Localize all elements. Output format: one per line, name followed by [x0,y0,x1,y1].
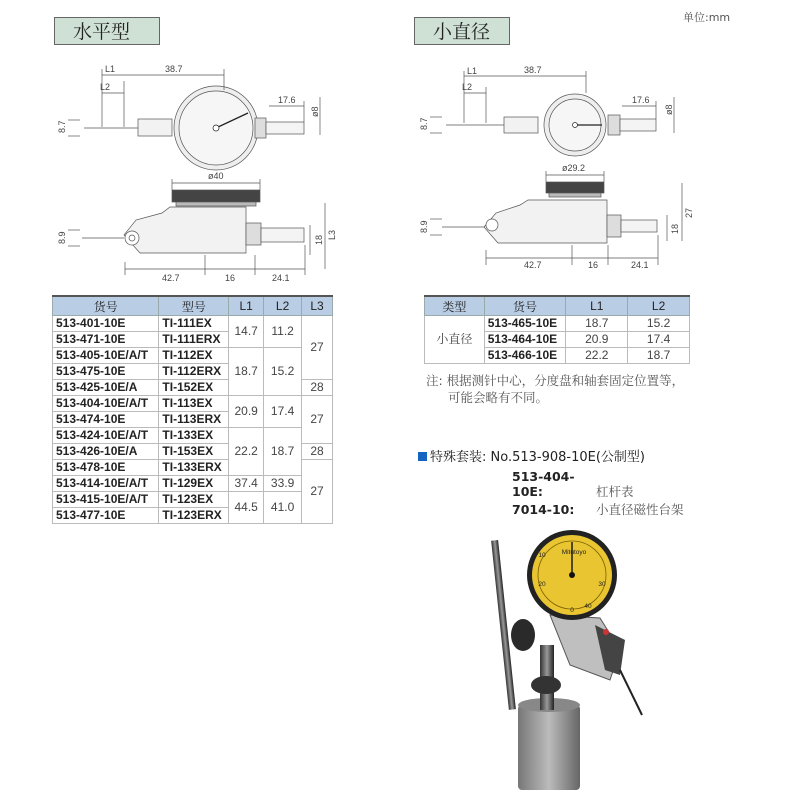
model-cell: TI-133EX [159,428,229,444]
code-cell: 513-401-10E [53,316,159,332]
dim-face-diameter: ø29.2 [562,163,586,173]
model-cell: TI-113ERX [159,412,229,428]
l2-cell: 17.4 [628,332,690,348]
l1-cell: 18.7 [566,316,628,332]
l2-cell: 18.7 [264,428,302,476]
model-cell: TI-111ERX [159,332,229,348]
l2-cell: 11.2 [264,316,302,348]
dim-l2: L2 [100,82,111,92]
dial-number: 10 [538,552,546,559]
model-cell: TI-152EX [159,380,229,396]
product-photo [490,530,660,795]
header-type: 类型 [425,296,485,316]
dim-vertical-27: 27 [684,207,694,218]
dim-stem-diameter: ø8 [310,106,320,117]
note-line-2: 可能会略有不同。 [448,390,549,405]
l1-cell: 44.5 [229,492,264,524]
dim-bottom-2: 16 [588,260,599,270]
code-cell: 513-425-10E/A [53,380,159,396]
table-row [425,316,690,332]
dim-height-side: 8.9 [419,220,429,233]
dim-bottom-3: 24.1 [272,273,290,283]
code-cell: 513-426-10E/A [53,444,159,460]
dim-bottom-2: 16 [225,273,236,283]
header-l2: L2 [628,296,690,316]
l1-cell: 20.9 [229,396,264,428]
dial-number: 0 [570,607,574,614]
l3-cell: 28 [302,380,333,396]
dim-face-diameter: ø40 [208,171,224,181]
section-title-small-diameter: 小直径 [414,17,510,45]
dim-width: 38.7 [524,65,542,75]
l1-cell: 37.4 [229,476,264,492]
dim-vertical-18: 18 [314,234,324,245]
table-row [53,316,333,332]
model-cell: TI-123EX [159,492,229,508]
l1-cell: 22.2 [566,348,628,364]
dim-height: 8.7 [419,117,429,130]
l3-cell: 27 [302,316,333,380]
l2-cell: 15.2 [628,316,690,332]
header-code: 货号 [484,296,566,316]
model-cell: TI-129EX [159,476,229,492]
header-code: 货号 [53,296,159,316]
code-cell: 513-424-10E/A/T [53,428,159,444]
model-cell: TI-112ERX [159,364,229,380]
model-cell: TI-112EX [159,348,229,364]
header-model: 型号 [159,296,229,316]
unit-label: 单位:mm [683,11,731,24]
l2-cell: 18.7 [628,348,690,364]
l2-cell: 15.2 [264,348,302,396]
code-cell: 513-465-10E [484,316,566,332]
code-cell: 513-464-10E [484,332,566,348]
kit-desc: 小直径磁性台架 [596,502,684,517]
dim-l1: L1 [105,64,116,74]
table-row [53,428,333,444]
special-set-text: 特殊套装: No.513-908-10E(公制型) [430,450,646,465]
code-cell: 513-475-10E [53,364,159,380]
kit-list [512,469,684,518]
l2-cell: 33.9 [264,476,302,492]
horizontal-type-drawing [50,55,390,285]
table-row [53,476,333,492]
type-cell: 小直径 [425,316,485,364]
dim-bottom-1: 42.7 [162,273,180,283]
header-l2: L2 [264,296,302,316]
code-cell: 513-471-10E [53,332,159,348]
table-row [53,348,333,364]
dim-stem-length: 17.6 [278,95,296,105]
l1-cell: 20.9 [566,332,628,348]
kit-code: 7014-10: [512,502,575,517]
l3-cell: 27 [302,460,333,524]
dim-width: 38.7 [165,64,183,74]
kit-item [512,500,684,518]
code-cell: 513-404-10E/A/T [53,396,159,412]
l3-cell: 28 [302,444,333,460]
l1-cell: 18.7 [229,348,264,396]
code-cell: 513-478-10E [53,460,159,476]
table-row [53,492,333,508]
model-cell: TI-111EX [159,316,229,332]
kit-item [512,469,684,500]
small-diameter-drawing [412,55,692,270]
note-line-1: 注: 根据测针中心，分度盘和轴套固定位置等， [426,373,685,388]
header-l1: L1 [566,296,628,316]
kit-desc: 杠杆表 [596,484,634,499]
code-cell: 513-466-10E [484,348,566,364]
code-cell: 513-474-10E [53,412,159,428]
l3-cell: 27 [302,396,333,444]
dim-height: 8.7 [57,120,67,133]
kit-code: 513-404-10E: [512,469,575,499]
special-set-title [418,446,645,465]
square-bullet-icon [418,452,427,461]
code-cell: 513-405-10E/A/T [53,348,159,364]
dim-bottom-1: 42.7 [524,260,542,270]
model-cell: TI-153EX [159,444,229,460]
dim-l3: L3 [327,229,337,240]
dim-height-side: 8.9 [57,231,67,244]
code-cell: 513-477-10E [53,508,159,524]
model-cell: TI-113EX [159,396,229,412]
horizontal-spec-table [52,295,333,524]
section-title-horizontal: 水平型 [54,17,160,45]
dial-brand: Mitutoyo [561,549,587,556]
dial-number: 20 [538,581,546,588]
model-cell: TI-123ERX [159,508,229,524]
table-header-row [53,296,333,316]
small-diameter-spec-table [424,295,690,364]
dim-bottom-3: 24.1 [631,260,649,270]
table-header-row [425,296,690,316]
model-cell: TI-133ERX [159,460,229,476]
dim-stem-diameter: ø8 [664,104,674,115]
dim-l2: L2 [462,82,473,92]
dim-stem-length: 17.6 [632,95,650,105]
l1-cell: 22.2 [229,428,264,476]
dial-number: 30 [598,581,606,588]
code-cell: 513-415-10E/A/T [53,492,159,508]
dial-number: 40 [584,603,592,610]
header-l3: L3 [302,296,333,316]
dim-vertical-18: 18 [670,223,680,234]
l2-cell: 17.4 [264,396,302,428]
header-l1: L1 [229,296,264,316]
dim-l1: L1 [467,66,478,76]
l1-cell: 14.7 [229,316,264,348]
code-cell: 513-414-10E/A/T [53,476,159,492]
l2-cell: 41.0 [264,492,302,524]
note [426,372,684,406]
table-row [53,396,333,412]
